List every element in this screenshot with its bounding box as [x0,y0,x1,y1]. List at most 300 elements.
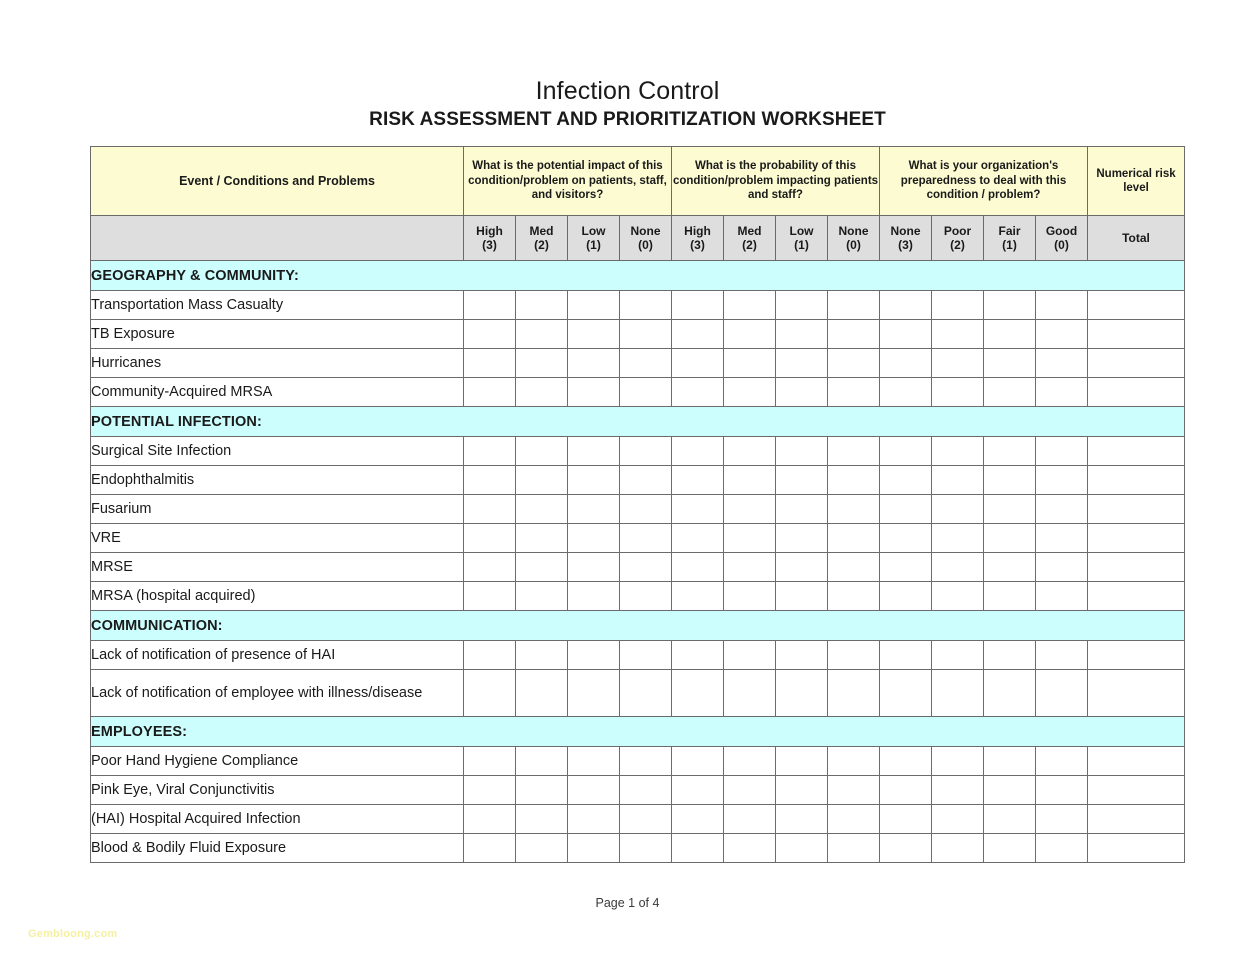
score-cell-probability-low[interactable] [776,291,828,320]
table-row [91,641,1185,670]
score-cell-impact-high[interactable] [464,670,516,717]
score-cell-probability-high[interactable] [672,378,724,407]
risk-item-label: Pink Eye, Viral Conjunctivitis [91,776,464,805]
sub-header-label: Low [581,223,606,238]
score-cell-impact-low[interactable] [568,805,620,834]
score-cell-impact-med[interactable] [516,495,568,524]
score-cell-impact-high[interactable] [464,582,516,611]
score-cell-probability-low[interactable] [776,553,828,582]
score-cell-probability-high[interactable] [672,776,724,805]
score-cell-preparedness-fair[interactable] [984,524,1036,553]
score-cell-preparedness-good[interactable] [1036,291,1088,320]
sub-header-label: High [684,223,711,238]
page-footer: Page 1 of 4 [595,896,660,910]
score-cell-preparedness-poor[interactable] [932,553,984,582]
score-cell-preparedness-poor[interactable] [932,670,984,717]
score-cell-impact-low[interactable] [568,291,620,320]
score-cell-impact-high[interactable] [464,553,516,582]
sub-header-row [91,216,1185,261]
score-cell-preparedness-fair[interactable] [984,320,1036,349]
sub-header-impact-high [464,216,516,261]
score-cell-total[interactable] [1088,437,1185,466]
score-cell-impact-high[interactable] [464,291,516,320]
score-cell-impact-none[interactable] [620,320,672,349]
score-cell-impact-none[interactable] [620,670,672,717]
score-cell-probability-none[interactable] [828,834,880,863]
score-cell-probability-med[interactable] [724,670,776,717]
score-cell-impact-med[interactable] [516,670,568,717]
table-row [91,747,1185,776]
score-cell-preparedness-none[interactable] [880,776,932,805]
score-cell-impact-high[interactable] [464,524,516,553]
risk-item-label: Poor Hand Hygiene Compliance [91,747,464,776]
table-row [91,349,1185,378]
sub-header-score: (1) [586,238,601,252]
score-cell-preparedness-good[interactable] [1036,582,1088,611]
score-cell-preparedness-poor[interactable] [932,466,984,495]
score-cell-impact-none[interactable] [620,466,672,495]
score-cell-preparedness-none[interactable] [880,437,932,466]
score-cell-probability-high[interactable] [672,320,724,349]
risk-item-label: MRSE [91,553,464,582]
section-header-label: GEOGRAPHY & COMMUNITY: [91,261,1185,291]
score-cell-total[interactable] [1088,466,1185,495]
score-cell-impact-none[interactable] [620,378,672,407]
sub-header-impact-none [620,216,672,261]
sub-header-label: High [476,223,503,238]
score-cell-impact-none[interactable] [620,495,672,524]
table-row [91,466,1185,495]
score-cell-preparedness-fair[interactable] [984,437,1036,466]
score-cell-impact-none[interactable] [620,776,672,805]
table-head [91,147,1185,261]
score-cell-probability-med[interactable] [724,495,776,524]
risk-item-label: Blood & Bodily Fluid Exposure [91,834,464,863]
risk-assessment-table [90,146,1185,863]
section-header-row [91,261,1185,291]
score-cell-probability-none[interactable] [828,437,880,466]
score-cell-impact-med[interactable] [516,437,568,466]
risk-item-label: (HAI) Hospital Acquired Infection [91,805,464,834]
score-cell-probability-med[interactable] [724,320,776,349]
score-cell-probability-low[interactable] [776,524,828,553]
sub-header-score: (0) [1054,238,1069,252]
score-cell-impact-low[interactable] [568,553,620,582]
score-cell-probability-high[interactable] [672,553,724,582]
risk-item-label: VRE [91,524,464,553]
score-cell-impact-none[interactable] [620,805,672,834]
score-cell-impact-med[interactable] [516,834,568,863]
risk-item-label: Transportation Mass Casualty [91,291,464,320]
score-cell-probability-none[interactable] [828,641,880,670]
score-cell-preparedness-fair[interactable] [984,495,1036,524]
score-cell-probability-low[interactable] [776,805,828,834]
score-cell-preparedness-none[interactable] [880,291,932,320]
table-row [91,437,1185,466]
score-cell-impact-none[interactable] [620,582,672,611]
table-row [91,291,1185,320]
group-header-risk: Numerical risk level [1088,147,1185,216]
score-cell-preparedness-none[interactable] [880,670,932,717]
score-cell-preparedness-none[interactable] [880,747,932,776]
score-cell-probability-high[interactable] [672,834,724,863]
score-cell-probability-low[interactable] [776,378,828,407]
score-cell-probability-low[interactable] [776,670,828,717]
score-cell-impact-med[interactable] [516,747,568,776]
risk-item-label: TB Exposure [91,320,464,349]
score-cell-probability-high[interactable] [672,641,724,670]
score-cell-probability-med[interactable] [724,553,776,582]
score-cell-probability-med[interactable] [724,466,776,495]
risk-item-label: Fusarium [91,495,464,524]
score-cell-impact-high[interactable] [464,437,516,466]
sub-header-preparedness-none [880,216,932,261]
score-cell-preparedness-poor[interactable] [932,524,984,553]
score-cell-probability-med[interactable] [724,747,776,776]
score-cell-preparedness-poor[interactable] [932,495,984,524]
sub-header-score: (3) [898,238,913,252]
table-row [91,670,1185,717]
score-cell-total[interactable] [1088,582,1185,611]
group-header-events: Event / Conditions and Problems [91,147,464,216]
sub-header-score: (2) [742,238,757,252]
score-cell-probability-none[interactable] [828,670,880,717]
score-cell-probability-med[interactable] [724,805,776,834]
score-cell-probability-low[interactable] [776,466,828,495]
score-cell-total[interactable] [1088,524,1185,553]
score-cell-probability-high[interactable] [672,670,724,717]
score-cell-preparedness-good[interactable] [1036,466,1088,495]
score-cell-probability-high[interactable] [672,805,724,834]
score-cell-probability-none[interactable] [828,524,880,553]
score-cell-impact-med[interactable] [516,466,568,495]
score-cell-impact-high[interactable] [464,378,516,407]
score-cell-impact-none[interactable] [620,291,672,320]
sub-header-label: Low [789,223,814,238]
score-cell-total[interactable] [1088,349,1185,378]
score-cell-impact-high[interactable] [464,349,516,378]
group-header-preparedness: What is your organization's preparedness to deal with this condition / problem? [880,147,1088,216]
section-header-label: POTENTIAL INFECTION: [91,407,1185,437]
score-cell-preparedness-fair[interactable] [984,776,1036,805]
score-cell-impact-low[interactable] [568,378,620,407]
score-cell-impact-high[interactable] [464,495,516,524]
score-cell-preparedness-fair[interactable] [984,805,1036,834]
score-cell-total[interactable] [1088,834,1185,863]
score-cell-impact-med[interactable] [516,320,568,349]
score-cell-preparedness-fair[interactable] [984,553,1036,582]
score-cell-preparedness-good[interactable] [1036,349,1088,378]
sub-header-score: (2) [950,238,965,252]
sub-header-probability-med [724,216,776,261]
score-cell-impact-low[interactable] [568,776,620,805]
score-cell-preparedness-good[interactable] [1036,805,1088,834]
score-cell-preparedness-good[interactable] [1036,437,1088,466]
score-cell-probability-none[interactable] [828,320,880,349]
score-cell-impact-low[interactable] [568,437,620,466]
risk-item-label: Lack of notification of presence of HAI [91,641,464,670]
score-cell-impact-high[interactable] [464,641,516,670]
score-cell-probability-high[interactable] [672,582,724,611]
score-cell-preparedness-good[interactable] [1036,670,1088,717]
score-cell-total[interactable] [1088,776,1185,805]
group-header-row [91,147,1185,216]
score-cell-preparedness-none[interactable] [880,582,932,611]
score-cell-total[interactable] [1088,320,1185,349]
score-cell-preparedness-good[interactable] [1036,776,1088,805]
score-cell-probability-low[interactable] [776,834,828,863]
score-cell-impact-low[interactable] [568,641,620,670]
score-cell-preparedness-fair[interactable] [984,378,1036,407]
table-row [91,378,1185,407]
risk-item-label: Lack of notification of employee with illness/disease [91,670,464,717]
section-header-row [91,611,1185,641]
sub-header-score: (3) [690,238,705,252]
score-cell-total[interactable] [1088,495,1185,524]
score-cell-impact-high[interactable] [464,320,516,349]
sub-header-probability-low [776,216,828,261]
score-cell-impact-none[interactable] [620,349,672,378]
group-header-impact: What is the potential impact of this condition/problem on patients, staff, and visitors? [464,147,672,216]
score-cell-impact-high[interactable] [464,747,516,776]
sub-header-label: None [838,223,869,238]
score-cell-impact-high[interactable] [464,834,516,863]
score-cell-impact-none[interactable] [620,747,672,776]
risk-item-label: MRSA (hospital acquired) [91,582,464,611]
score-cell-probability-none[interactable] [828,805,880,834]
score-cell-preparedness-good[interactable] [1036,320,1088,349]
sub-header-impact-med [516,216,568,261]
score-cell-preparedness-poor[interactable] [932,291,984,320]
sub-header-preparedness-poor [932,216,984,261]
sub-header-label: Good [1045,223,1078,238]
score-cell-impact-none[interactable] [620,641,672,670]
sub-header-label: Fair [998,223,1021,238]
section-header-label: EMPLOYEES: [91,717,1185,747]
score-cell-probability-high[interactable] [672,291,724,320]
score-cell-impact-med[interactable] [516,641,568,670]
table-row [91,553,1185,582]
score-cell-impact-med[interactable] [516,524,568,553]
table-row [91,834,1185,863]
score-cell-impact-med[interactable] [516,291,568,320]
score-cell-probability-med[interactable] [724,524,776,553]
score-cell-preparedness-poor[interactable] [932,747,984,776]
score-cell-preparedness-none[interactable] [880,320,932,349]
score-cell-total[interactable] [1088,641,1185,670]
score-cell-probability-med[interactable] [724,776,776,805]
score-cell-probability-none[interactable] [828,553,880,582]
score-cell-preparedness-fair[interactable] [984,582,1036,611]
score-cell-preparedness-poor[interactable] [932,437,984,466]
score-cell-preparedness-none[interactable] [880,641,932,670]
table-row [91,582,1185,611]
score-cell-probability-low[interactable] [776,747,828,776]
score-cell-preparedness-good[interactable] [1036,495,1088,524]
table-body [91,261,1185,863]
sub-header-total [1088,216,1185,261]
score-cell-preparedness-none[interactable] [880,466,932,495]
score-cell-preparedness-none[interactable] [880,495,932,524]
sub-header-score: (1) [794,238,809,252]
sub-header-label: Med [529,223,554,238]
score-cell-impact-low[interactable] [568,466,620,495]
score-cell-impact-low[interactable] [568,747,620,776]
score-cell-impact-none[interactable] [620,437,672,466]
table-row [91,776,1185,805]
watermark: Gembloong.com [28,928,118,940]
score-cell-preparedness-fair[interactable] [984,747,1036,776]
score-cell-preparedness-fair[interactable] [984,349,1036,378]
score-cell-probability-med[interactable] [724,641,776,670]
score-cell-preparedness-fair[interactable] [984,291,1036,320]
table-row [91,320,1185,349]
score-cell-preparedness-none[interactable] [880,349,932,378]
score-cell-probability-none[interactable] [828,495,880,524]
sub-header-probability-high [672,216,724,261]
score-cell-impact-high[interactable] [464,805,516,834]
sub-header-score: (3) [482,238,497,252]
sub-header-label: None [630,223,661,238]
score-cell-impact-med[interactable] [516,378,568,407]
score-cell-preparedness-none[interactable] [880,834,932,863]
score-cell-impact-low[interactable] [568,834,620,863]
score-cell-impact-none[interactable] [620,553,672,582]
sub-header-probability-none [828,216,880,261]
score-cell-preparedness-poor[interactable] [932,378,984,407]
score-cell-impact-med[interactable] [516,349,568,378]
sub-header-score: (0) [846,238,861,252]
score-cell-impact-high[interactable] [464,466,516,495]
score-cell-probability-low[interactable] [776,349,828,378]
score-cell-preparedness-none[interactable] [880,378,932,407]
title-main: Infection Control [535,77,720,105]
table-row [91,524,1185,553]
risk-item-label: Surgical Site Infection [91,437,464,466]
score-cell-impact-high[interactable] [464,776,516,805]
score-cell-preparedness-fair[interactable] [984,641,1036,670]
score-cell-preparedness-fair[interactable] [984,466,1036,495]
score-cell-preparedness-good[interactable] [1036,747,1088,776]
table-row [91,495,1185,524]
score-cell-probability-high[interactable] [672,495,724,524]
score-cell-probability-none[interactable] [828,291,880,320]
score-cell-preparedness-poor[interactable] [932,641,984,670]
score-cell-total[interactable] [1088,553,1185,582]
score-cell-total[interactable] [1088,805,1185,834]
score-cell-total[interactable] [1088,670,1185,717]
score-cell-probability-high[interactable] [672,466,724,495]
score-cell-preparedness-good[interactable] [1036,378,1088,407]
score-cell-total[interactable] [1088,378,1185,407]
score-cell-probability-high[interactable] [672,349,724,378]
score-cell-probability-low[interactable] [776,582,828,611]
score-cell-probability-med[interactable] [724,834,776,863]
score-cell-preparedness-poor[interactable] [932,320,984,349]
score-cell-probability-med[interactable] [724,582,776,611]
score-cell-probability-none[interactable] [828,747,880,776]
score-cell-preparedness-none[interactable] [880,805,932,834]
score-cell-preparedness-poor[interactable] [932,582,984,611]
score-cell-impact-med[interactable] [516,582,568,611]
section-header-label: COMMUNICATION: [91,611,1185,641]
score-cell-probability-none[interactable] [828,466,880,495]
score-cell-preparedness-fair[interactable] [984,670,1036,717]
score-cell-total[interactable] [1088,291,1185,320]
score-cell-preparedness-none[interactable] [880,524,932,553]
sub-header-score: (1) [1002,238,1017,252]
score-cell-impact-low[interactable] [568,524,620,553]
score-cell-probability-none[interactable] [828,582,880,611]
score-cell-probability-med[interactable] [724,291,776,320]
title-subtitle: RISK ASSESSMENT AND PRIORITIZATION WORKSHEET [369,109,886,130]
score-cell-probability-low[interactable] [776,776,828,805]
score-cell-impact-med[interactable] [516,553,568,582]
score-cell-probability-none[interactable] [828,378,880,407]
score-cell-impact-none[interactable] [620,834,672,863]
score-cell-probability-low[interactable] [776,641,828,670]
score-cell-probability-med[interactable] [724,437,776,466]
score-cell-probability-none[interactable] [828,776,880,805]
sub-header-label: Total [1122,230,1150,245]
score-cell-preparedness-good[interactable] [1036,641,1088,670]
sub-header-score: (2) [534,238,549,252]
score-cell-impact-low[interactable] [568,670,620,717]
score-cell-impact-med[interactable] [516,776,568,805]
score-cell-impact-low[interactable] [568,495,620,524]
score-cell-probability-none[interactable] [828,349,880,378]
score-cell-impact-none[interactable] [620,524,672,553]
score-cell-total[interactable] [1088,747,1185,776]
sub-header-impact-low [568,216,620,261]
sub-header-label: Med [737,223,762,238]
risk-item-label: Endophthalmitis [91,466,464,495]
score-cell-impact-low[interactable] [568,349,620,378]
score-cell-preparedness-good[interactable] [1036,834,1088,863]
score-cell-probability-low[interactable] [776,437,828,466]
group-header-probability: What is the probability of this condition/problem impacting patients and staff? [672,147,880,216]
score-cell-preparedness-poor[interactable] [932,349,984,378]
score-cell-impact-low[interactable] [568,582,620,611]
score-cell-probability-high[interactable] [672,524,724,553]
sub-header-score: (0) [638,238,653,252]
score-cell-preparedness-poor[interactable] [932,834,984,863]
score-cell-impact-low[interactable] [568,320,620,349]
score-cell-preparedness-poor[interactable] [932,805,984,834]
table-row [91,805,1185,834]
score-cell-probability-low[interactable] [776,320,828,349]
score-cell-preparedness-good[interactable] [1036,524,1088,553]
page-title [0,76,1255,132]
score-cell-probability-high[interactable] [672,437,724,466]
score-cell-preparedness-fair[interactable] [984,834,1036,863]
sub-header-label: Poor [943,223,972,238]
score-cell-preparedness-none[interactable] [880,553,932,582]
risk-item-label: Hurricanes [91,349,464,378]
score-cell-preparedness-good[interactable] [1036,553,1088,582]
section-header-row [91,407,1185,437]
sub-header-blank [91,216,464,261]
score-cell-preparedness-poor[interactable] [932,776,984,805]
score-cell-impact-med[interactable] [516,805,568,834]
score-cell-probability-med[interactable] [724,349,776,378]
sub-header-preparedness-good [1036,216,1088,261]
score-cell-probability-high[interactable] [672,747,724,776]
score-cell-probability-low[interactable] [776,495,828,524]
score-cell-probability-med[interactable] [724,378,776,407]
sub-header-label: None [890,223,921,238]
sub-header-preparedness-fair [984,216,1036,261]
